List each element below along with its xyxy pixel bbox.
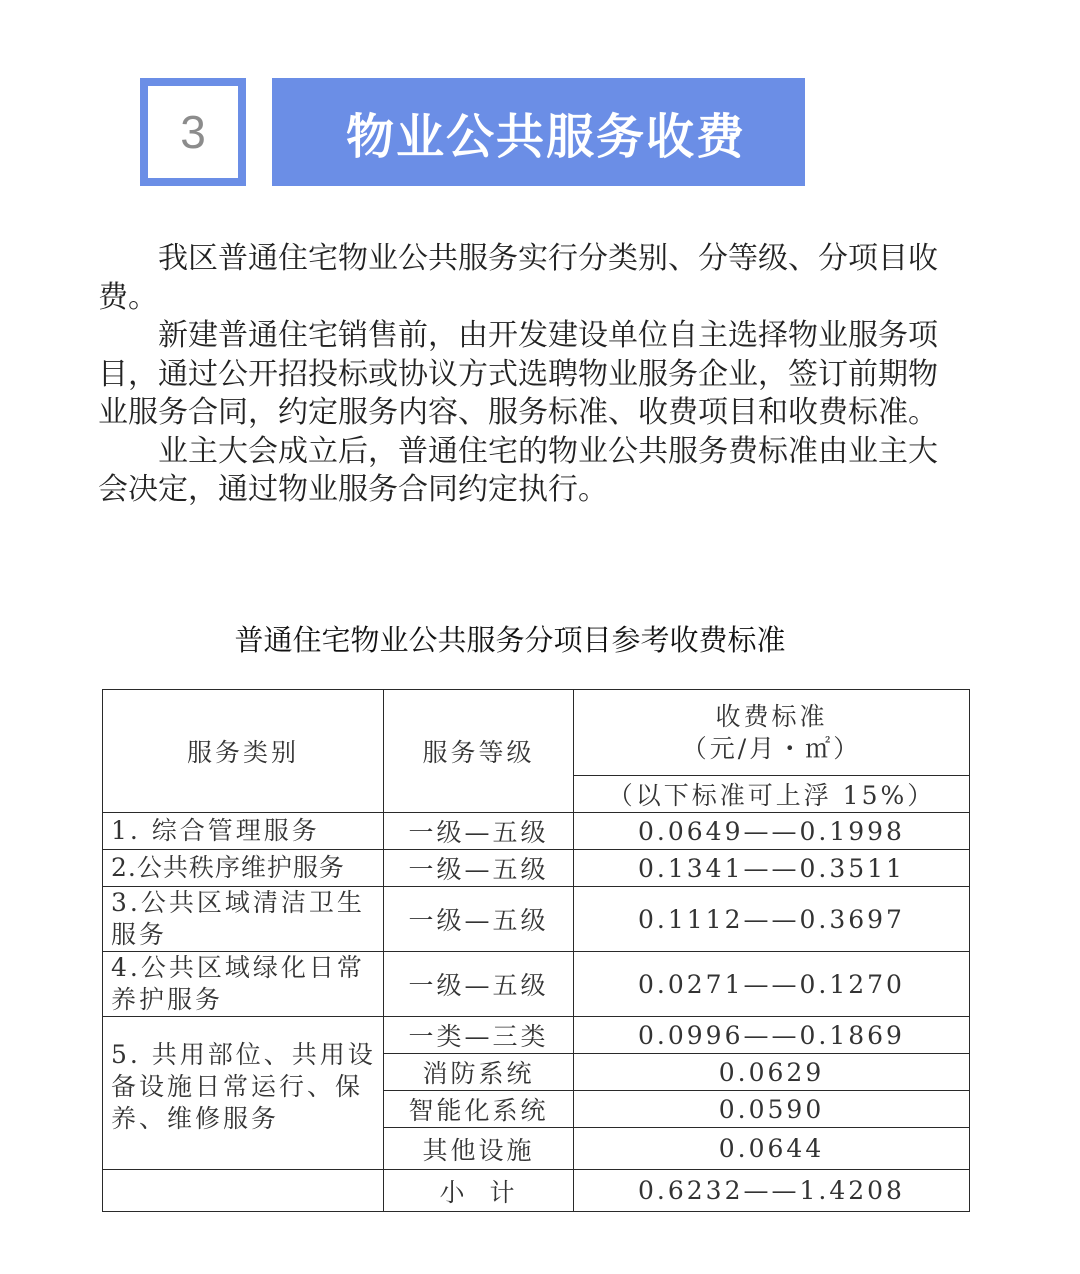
row-level: 一级—五级 <box>384 952 574 1017</box>
row-category: 2.公共秩序维护服务 <box>103 850 384 887</box>
row-category: 3.公共区域清洁卫生服务 <box>103 887 384 952</box>
row-category: 4.公共区域绿化日常养护服务 <box>103 952 384 1017</box>
row-fee: 0.0271——0.1270 <box>574 952 970 1017</box>
subtotal-empty-cell <box>103 1170 384 1212</box>
table-title: 普通住宅物业公共服务分项目参考收费标准 <box>234 623 786 657</box>
section-title: 物业公共服务收费 <box>346 108 747 165</box>
table-row <box>103 1017 970 1054</box>
table-subtotal-row <box>103 1170 970 1212</box>
row-category: 1. 综合管理服务 <box>103 813 384 850</box>
row-level: 一类—三类 <box>384 1017 574 1054</box>
row-level: 其他设施 <box>384 1128 574 1170</box>
row-level: 消防系统 <box>384 1054 574 1091</box>
row-level: 一级—五级 <box>384 887 574 952</box>
section-title-bar <box>272 78 805 186</box>
paragraph: 我区普通住宅物业公共服务实行分类别、分等级、分项目收费。 <box>98 241 938 315</box>
row-category-group5: 5. 共用部位、共用设备设施日常运行、保养、维修服务 <box>103 1017 384 1170</box>
row-fee: 0.0590 <box>574 1091 970 1128</box>
fee-table <box>102 689 970 1212</box>
row-fee: 0.0996——0.1869 <box>574 1017 970 1054</box>
row-fee: 0.1112——0.3697 <box>574 887 970 952</box>
header-level: 服务等级 <box>384 690 574 813</box>
table-header-row <box>103 690 970 776</box>
header-fee-label: 收费标准 <box>715 701 828 731</box>
paragraph: 新建普通住宅销售前，由开发建设单位自主选择物业服务项目，通过公开招投标或协议方式选聘物业服务企业，签订前期物业服务合同，约定服务内容、服务标准、收费项目和收费标准。 <box>98 318 938 430</box>
header-category: 服务类别 <box>103 690 384 813</box>
header-fee <box>574 690 970 776</box>
row-level: 一级—五级 <box>384 850 574 887</box>
row-level: 一级—五级 <box>384 813 574 850</box>
paragraph: 业主大会成立后，普通住宅的物业公共服务费标准由业主大会决定，通过物业服务合同约定执行。 <box>98 433 938 507</box>
row-level: 智能化系统 <box>384 1091 574 1128</box>
subtotal-fee: 0.6232——1.4208 <box>574 1170 970 1212</box>
section-number: 3 <box>180 106 206 158</box>
section-number-box <box>140 78 246 186</box>
subtotal-label: 小 计 <box>384 1170 574 1212</box>
header-fee-unit: （元/月・㎡） <box>681 733 862 763</box>
table-row <box>103 813 970 850</box>
table-row <box>103 952 970 1017</box>
row-fee: 0.0644 <box>574 1128 970 1170</box>
table-row <box>103 850 970 887</box>
row-fee: 0.0629 <box>574 1054 970 1091</box>
table-row <box>103 887 970 952</box>
row-fee: 0.1341——0.3511 <box>574 850 970 887</box>
header-note: （以下标准可上浮 15%） <box>574 776 970 813</box>
body-text <box>98 240 938 510</box>
row-fee: 0.0649——0.1998 <box>574 813 970 850</box>
